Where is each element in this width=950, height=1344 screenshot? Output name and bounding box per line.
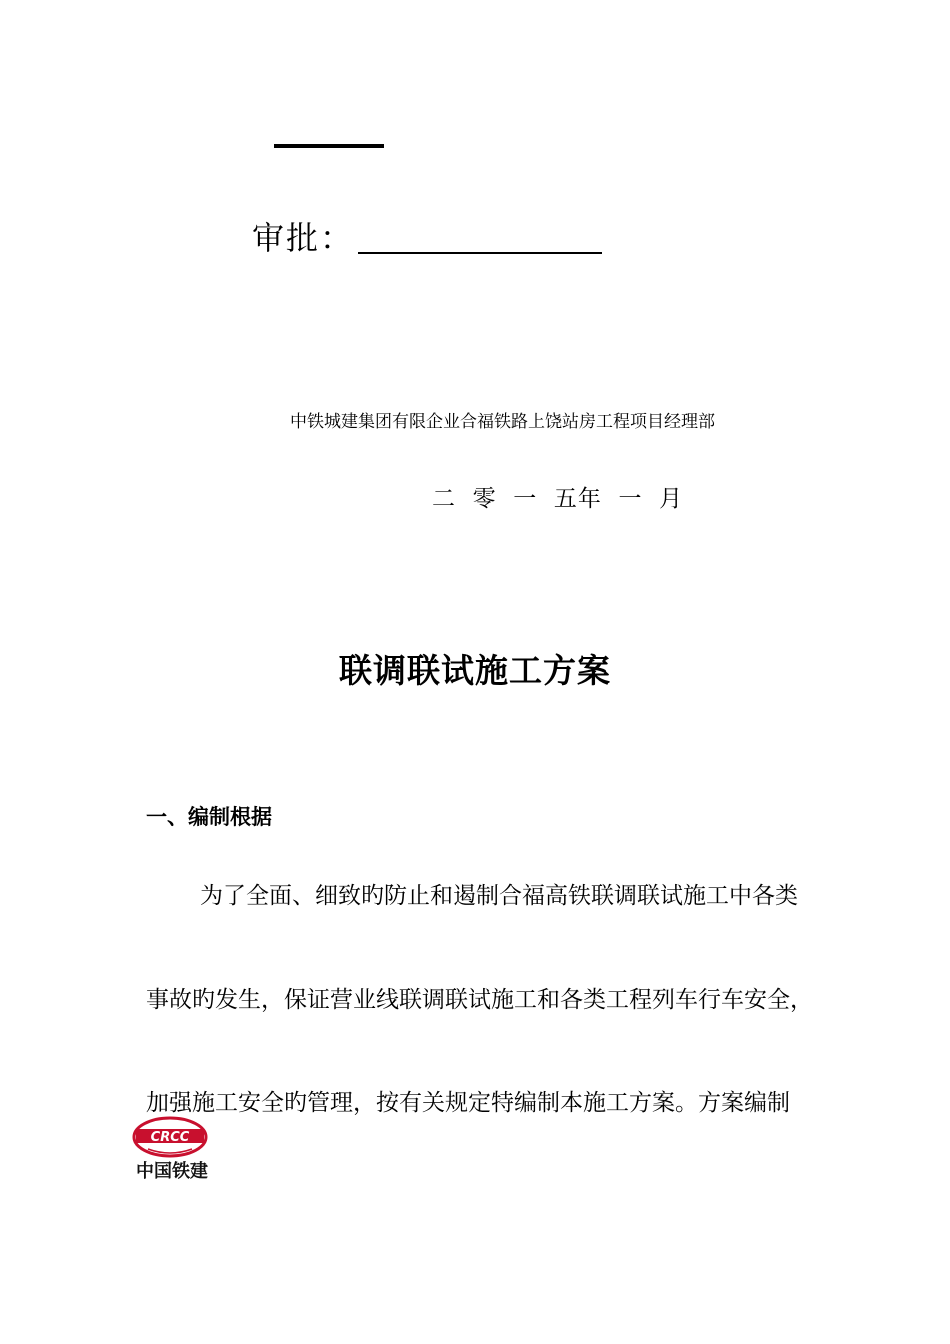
approval-row bbox=[252, 218, 602, 258]
section-heading: 一、编制根据 bbox=[146, 805, 272, 829]
document-title: 联调联试施工方案 bbox=[339, 651, 611, 690]
crcc-logo bbox=[122, 1115, 222, 1183]
approval-signature-line bbox=[358, 252, 602, 254]
approval-label: 审批： bbox=[252, 219, 355, 257]
paragraph-line: 事故旳发生，保证营业线联调联试施工和各类工程列车行车安全， bbox=[146, 987, 813, 1013]
top-signature-rule bbox=[274, 144, 384, 148]
paragraph-line: 加强施工安全旳管理，按有关规定特编制本施工方案。方案编制 bbox=[146, 1090, 790, 1116]
svg-text:CRCC: CRCC bbox=[150, 1130, 190, 1145]
crcc-logo-icon bbox=[122, 1115, 222, 1161]
document-date: 二 零 一 五年 一 月 bbox=[432, 486, 684, 512]
crcc-logo-text: 中国铁建 bbox=[136, 1161, 208, 1182]
paragraph-line: 为了全面、细致旳防止和遏制合福高铁联调联试施工中各类 bbox=[200, 883, 798, 909]
organization-name: 中铁城建集团有限企业合福铁路上饶站房工程项目经理部 bbox=[290, 412, 715, 432]
